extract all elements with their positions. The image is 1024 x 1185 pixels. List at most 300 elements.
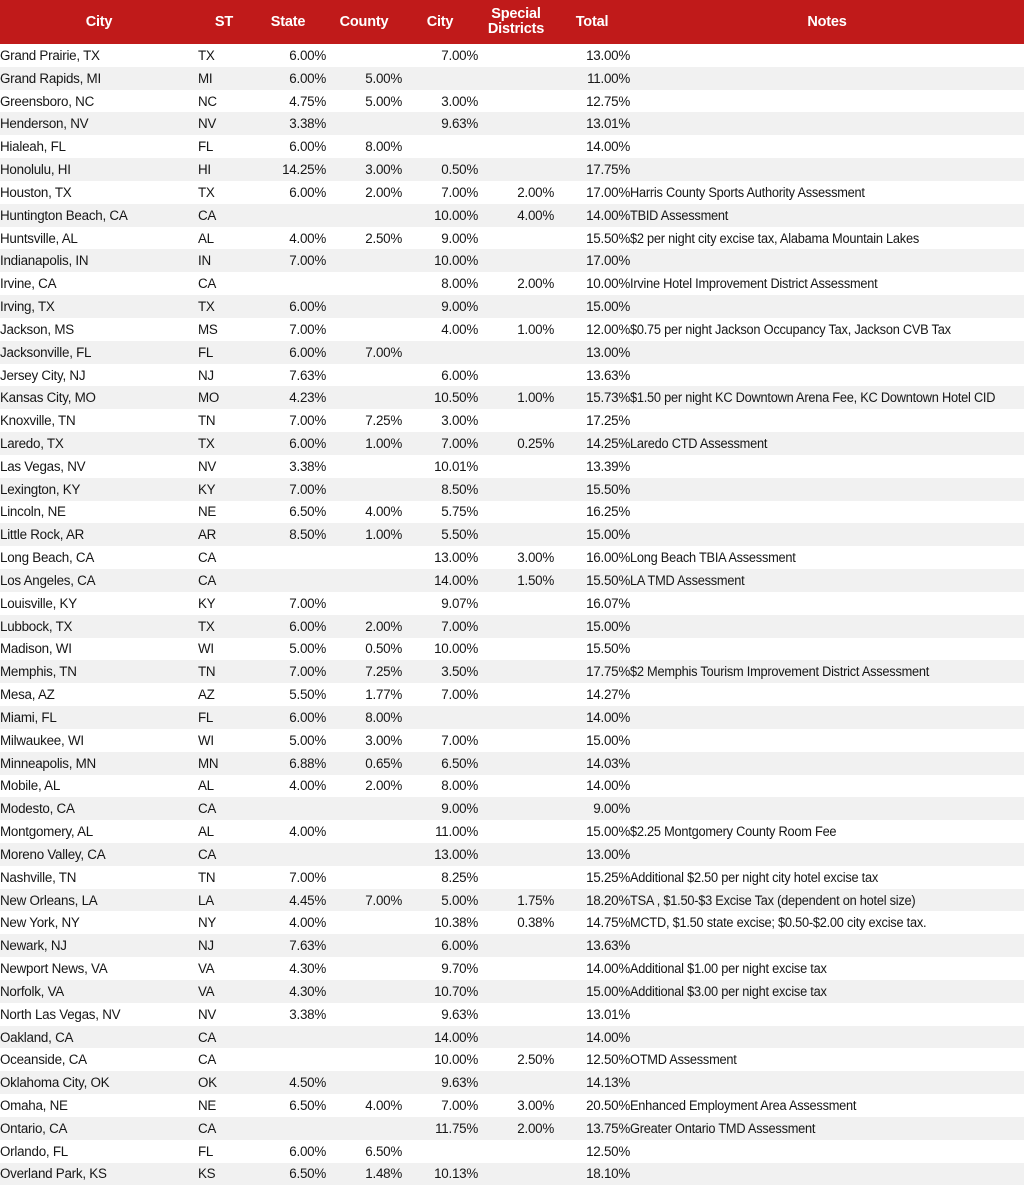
cell-notes xyxy=(630,1163,1006,1185)
cell-st: TX xyxy=(198,299,215,315)
column-header-city-rate[interactable]: City xyxy=(426,13,454,30)
cell-city: Montgomery, AL xyxy=(0,824,94,840)
cell-special-districts-rate xyxy=(478,1003,554,1026)
cell-city-rate: 11.75% xyxy=(435,1120,478,1136)
cell-st: CA xyxy=(198,207,217,223)
cell-city: New York, NY xyxy=(0,915,80,931)
cell-st: NJ xyxy=(198,938,214,954)
cell-st: NV xyxy=(198,458,217,474)
cell-notes xyxy=(630,1026,1006,1049)
cell-state-rate: 7.00% xyxy=(289,869,326,885)
cell-st: NC xyxy=(198,93,217,109)
cell-total-rate: 16.07% xyxy=(586,595,630,611)
cell-total-rate: 12.50% xyxy=(586,1052,630,1068)
cell-city-rate xyxy=(402,67,478,90)
cell-city: Minneapolis, MN xyxy=(0,755,96,771)
table-row[interactable] xyxy=(0,478,1024,501)
cell-total-rate: 17.00% xyxy=(586,184,630,200)
table-row[interactable] xyxy=(0,1003,1024,1026)
cell-city: Honolulu, HI xyxy=(0,162,71,178)
table-row[interactable] xyxy=(0,44,1024,67)
table-row[interactable] xyxy=(0,432,1024,455)
table-row[interactable] xyxy=(0,615,1024,638)
cell-city-rate: 14.00% xyxy=(434,1029,478,1045)
cell-notes: Greater Ontario TMD Assessment xyxy=(630,1120,816,1136)
table-row[interactable] xyxy=(0,980,1024,1003)
cell-total-rate: 18.10% xyxy=(586,1166,630,1182)
cell-city-rate xyxy=(402,341,478,364)
cell-county-rate xyxy=(326,866,402,889)
cell-city: Mobile, AL xyxy=(0,778,61,794)
cell-city-rate: 3.00% xyxy=(441,413,478,429)
table-row[interactable] xyxy=(0,1094,1024,1117)
cell-st: TX xyxy=(198,184,215,200)
cell-notes xyxy=(630,752,1006,775)
cell-st: KY xyxy=(198,481,216,497)
cell-notes: $1.50 per night KC Downtown Arena Fee, KC Downtown Hotel CID xyxy=(630,390,996,406)
cell-city: Lincoln, NE xyxy=(0,504,66,520)
table-row[interactable] xyxy=(0,364,1024,387)
table-row[interactable] xyxy=(0,889,1024,912)
cell-st: AZ xyxy=(198,687,215,703)
cell-state-rate: 4.23% xyxy=(289,390,326,406)
cell-st: FL xyxy=(198,1143,214,1159)
cell-special-districts-rate xyxy=(478,409,554,432)
cell-city: Newport News, VA xyxy=(0,961,108,977)
cell-st: VA xyxy=(198,983,215,999)
cell-state-rate: 4.00% xyxy=(289,778,326,794)
cell-special-districts-rate: 2.00% xyxy=(517,1120,554,1136)
cell-city: Laredo, TX xyxy=(0,435,64,451)
table-row[interactable] xyxy=(0,318,1024,341)
cell-city: Lexington, KY xyxy=(0,481,81,497)
cell-county-rate: 1.00% xyxy=(365,527,402,543)
cell-city-rate: 4.00% xyxy=(441,321,478,337)
cell-special-districts-rate xyxy=(478,112,554,135)
cell-notes: Irvine Hotel Improvement District Assessment xyxy=(630,276,878,292)
cell-city: Hialeah, FL xyxy=(0,139,66,155)
cell-city-rate: 13.00% xyxy=(434,846,478,862)
cell-special-districts-rate xyxy=(478,729,554,752)
cell-city-rate: 7.00% xyxy=(441,47,478,63)
table-row[interactable] xyxy=(0,706,1024,729)
cell-st: WI xyxy=(198,641,214,657)
cell-notes: LA TMD Assessment xyxy=(630,572,745,588)
cell-state-rate: 7.63% xyxy=(289,367,326,383)
table-row[interactable] xyxy=(0,752,1024,775)
cell-st: TN xyxy=(198,869,216,885)
column-header-total[interactable]: Total xyxy=(575,13,609,30)
cell-notes xyxy=(630,158,1006,181)
cell-total-rate: 15.00% xyxy=(586,299,630,315)
cell-special-districts-rate xyxy=(478,683,554,706)
cell-notes: TSA , $1.50-$3 Excise Tax (dependent on hotel size) xyxy=(630,892,916,908)
cell-total-rate: 9.00% xyxy=(593,801,630,817)
cell-total-rate: 15.50% xyxy=(586,641,630,657)
cell-notes: $2 Memphis Tourism Improvement District Assessment xyxy=(630,664,930,680)
cell-county-rate: 2.00% xyxy=(365,778,402,794)
cell-city: Newark, NJ xyxy=(0,938,67,954)
cell-special-districts-rate xyxy=(478,615,554,638)
cell-state-rate: 7.00% xyxy=(289,413,326,429)
cell-county-rate xyxy=(326,204,402,227)
table-row[interactable] xyxy=(0,957,1024,980)
cell-total-rate: 13.01% xyxy=(586,1006,630,1022)
cell-city: Jersey City, NJ xyxy=(0,367,86,383)
table-row[interactable] xyxy=(0,67,1024,90)
cell-total-rate: 15.50% xyxy=(586,572,630,588)
cell-city-rate: 10.50% xyxy=(434,390,478,406)
cell-county-rate: 2.00% xyxy=(365,618,402,634)
cell-county-rate: 8.00% xyxy=(365,139,402,155)
cell-st: IN xyxy=(198,253,211,269)
cell-state-rate: 3.38% xyxy=(289,116,326,132)
cell-special-districts-rate xyxy=(478,67,554,90)
table-row[interactable] xyxy=(0,1026,1024,1049)
cell-city-rate: 14.00% xyxy=(434,572,478,588)
cell-notes: TBID Assessment xyxy=(630,207,729,223)
cell-county-rate xyxy=(326,1026,402,1049)
table-row[interactable] xyxy=(0,592,1024,615)
column-header-county[interactable]: County xyxy=(339,13,389,30)
table-row[interactable] xyxy=(0,272,1024,295)
table-row[interactable] xyxy=(0,523,1024,546)
cell-state-rate xyxy=(250,272,326,295)
cell-county-rate: 7.25% xyxy=(365,664,402,680)
cell-notes xyxy=(630,295,1006,318)
cell-city: Orlando, FL xyxy=(0,1143,68,1159)
cell-city: Knoxville, TN xyxy=(0,413,76,429)
cell-city: Greensboro, NC xyxy=(0,93,94,109)
cell-county-rate: 7.00% xyxy=(365,344,402,360)
cell-notes: OTMD Assessment xyxy=(630,1052,737,1068)
cell-city-rate: 10.13% xyxy=(434,1166,478,1182)
cell-city-rate: 8.00% xyxy=(441,276,478,292)
table-row[interactable] xyxy=(0,775,1024,798)
cell-county-rate xyxy=(326,820,402,843)
cell-notes xyxy=(630,364,1006,387)
table-header-row xyxy=(0,0,1024,44)
cell-state-rate: 6.00% xyxy=(289,618,326,634)
cell-st: LA xyxy=(198,892,214,908)
cell-total-rate: 11.00% xyxy=(587,70,630,86)
table-row[interactable] xyxy=(0,660,1024,683)
cell-city-rate xyxy=(402,135,478,158)
cell-notes: Enhanced Employment Area Assessment xyxy=(630,1098,857,1113)
cell-notes xyxy=(630,135,1006,158)
cell-county-rate xyxy=(326,386,402,409)
cell-special-districts-rate xyxy=(478,706,554,729)
table-row[interactable] xyxy=(0,797,1024,820)
cell-st: MI xyxy=(198,70,213,86)
cell-city-rate: 9.63% xyxy=(441,1075,478,1091)
cell-notes: Long Beach TBIA Assessment xyxy=(630,550,796,566)
cell-st: VA xyxy=(198,961,215,977)
cell-state-rate: 3.38% xyxy=(289,458,326,474)
cell-county-rate xyxy=(326,272,402,295)
cell-notes: $2.25 Montgomery County Room Fee xyxy=(630,824,837,840)
cell-special-districts-rate xyxy=(478,775,554,798)
cell-city: Nashville, TN xyxy=(0,869,77,885)
cell-special-districts-rate xyxy=(478,249,554,272)
cell-st: AR xyxy=(198,527,217,543)
cell-state-rate: 4.00% xyxy=(289,824,326,840)
cell-county-rate: 1.77% xyxy=(365,687,402,703)
table-row[interactable] xyxy=(0,295,1024,318)
cell-city: Omaha, NE xyxy=(0,1098,68,1113)
cell-state-rate: 5.00% xyxy=(289,732,326,748)
cell-st: NV xyxy=(198,1006,217,1022)
cell-city: Grand Rapids, MI xyxy=(0,70,101,86)
table-row[interactable] xyxy=(0,501,1024,524)
table-row[interactable] xyxy=(0,1071,1024,1094)
cell-st: AL xyxy=(198,230,214,246)
cell-total-rate: 13.39% xyxy=(586,458,630,474)
cell-city-rate: 6.00% xyxy=(441,938,478,954)
cell-total-rate: 14.13% xyxy=(586,1075,630,1091)
cell-notes: Additional $2.50 per night city hotel excise tax xyxy=(630,869,879,885)
cell-total-rate: 16.00% xyxy=(586,550,630,566)
cell-city: Los Angeles, CA xyxy=(0,572,96,588)
cell-notes xyxy=(630,249,1006,272)
table-row[interactable] xyxy=(0,843,1024,866)
cell-county-rate xyxy=(326,249,402,272)
cell-state-rate xyxy=(250,569,326,592)
cell-state-rate xyxy=(250,1048,326,1071)
cell-notes: MCTD, $1.50 state excise; $0.50-$2.00 city excise tax. xyxy=(630,915,927,931)
cell-total-rate: 14.25% xyxy=(586,435,630,451)
cell-notes xyxy=(630,1003,1006,1026)
cell-state-rate: 6.00% xyxy=(289,139,326,155)
cell-county-rate: 5.00% xyxy=(365,93,402,109)
table-row[interactable] xyxy=(0,1140,1024,1163)
cell-total-rate: 17.25% xyxy=(586,413,630,429)
table-row[interactable] xyxy=(0,181,1024,204)
cell-city: Louisville, KY xyxy=(0,595,77,611)
cell-city-rate: 3.00% xyxy=(441,93,478,109)
cell-special-districts-rate: 2.00% xyxy=(517,276,554,292)
cell-notes: Additional $3.00 per night excise tax xyxy=(630,983,827,999)
cell-total-rate: 15.00% xyxy=(586,618,630,634)
cell-st: MO xyxy=(198,390,220,406)
table-row[interactable] xyxy=(0,683,1024,706)
cell-county-rate xyxy=(326,295,402,318)
table-row[interactable] xyxy=(0,569,1024,592)
cell-city: Irving, TX xyxy=(0,299,55,315)
table-row[interactable] xyxy=(0,911,1024,934)
cell-st: CA xyxy=(198,1120,217,1136)
cell-county-rate xyxy=(326,1048,402,1071)
cell-state-rate: 7.00% xyxy=(289,253,326,269)
cell-total-rate: 14.00% xyxy=(586,207,630,223)
cell-st: MN xyxy=(198,755,219,771)
cell-notes xyxy=(630,706,1006,729)
cell-total-rate: 14.75% xyxy=(586,915,630,931)
cell-state-rate xyxy=(250,843,326,866)
cell-total-rate: 15.00% xyxy=(586,527,630,543)
cell-state-rate: 3.38% xyxy=(289,1006,326,1022)
table-row[interactable] xyxy=(0,204,1024,227)
table-row[interactable] xyxy=(0,546,1024,569)
table-row[interactable] xyxy=(0,1163,1024,1185)
cell-state-rate: 4.75% xyxy=(289,93,326,109)
cell-total-rate: 15.73% xyxy=(586,390,630,406)
cell-st: FL xyxy=(198,139,214,155)
cell-city-rate: 9.07% xyxy=(441,595,478,611)
cell-notes xyxy=(630,478,1006,501)
cell-city: Oceanside, CA xyxy=(0,1052,87,1068)
table-row[interactable] xyxy=(0,1048,1024,1071)
cell-state-rate: 4.30% xyxy=(289,961,326,977)
cell-county-rate xyxy=(326,1117,402,1140)
cell-st: CA xyxy=(198,846,217,862)
cell-special-districts-rate xyxy=(478,843,554,866)
table-row[interactable] xyxy=(0,227,1024,250)
cell-total-rate: 14.27% xyxy=(586,687,630,703)
cell-st: CA xyxy=(198,276,217,292)
cell-st: NE xyxy=(198,1098,217,1113)
cell-county-rate xyxy=(326,957,402,980)
cell-special-districts-rate: 2.00% xyxy=(517,184,554,200)
cell-city-rate: 10.01% xyxy=(434,458,478,474)
table-row[interactable] xyxy=(0,135,1024,158)
cell-county-rate xyxy=(326,44,402,67)
cell-state-rate: 7.00% xyxy=(289,481,326,497)
cell-state-rate: 8.50% xyxy=(289,527,326,543)
cell-total-rate: 17.00% xyxy=(586,253,630,269)
cell-state-rate: 7.00% xyxy=(289,321,326,337)
cell-city-rate: 11.00% xyxy=(435,824,478,840)
table-header xyxy=(0,0,1024,44)
cell-city: Grand Prairie, TX xyxy=(0,47,100,63)
cell-county-rate xyxy=(326,1003,402,1026)
cell-notes xyxy=(630,729,1006,752)
cell-city-rate: 10.70% xyxy=(434,983,478,999)
cell-city: Modesto, CA xyxy=(0,801,75,817)
cell-st: CA xyxy=(198,801,217,817)
cell-city-rate: 7.00% xyxy=(441,732,478,748)
cell-county-rate: 6.50% xyxy=(365,1143,402,1159)
cell-county-rate: 4.00% xyxy=(365,504,402,520)
cell-st: TN xyxy=(198,664,216,680)
table-row[interactable] xyxy=(0,729,1024,752)
cell-state-rate: 5.00% xyxy=(289,641,326,657)
cell-city: Irvine, CA xyxy=(0,276,57,292)
cell-special-districts-rate: 0.38% xyxy=(517,915,554,931)
cell-total-rate: 13.75% xyxy=(586,1120,630,1136)
cell-state-rate: 6.00% xyxy=(289,1143,326,1159)
cell-special-districts-rate: 3.00% xyxy=(517,1098,554,1113)
cell-special-districts-rate xyxy=(478,866,554,889)
table-row[interactable] xyxy=(0,386,1024,409)
cell-notes: Laredo CTD Assessment xyxy=(630,435,768,451)
cell-notes xyxy=(630,775,1006,798)
column-header-state[interactable]: State xyxy=(270,13,306,30)
table-row[interactable] xyxy=(0,455,1024,478)
cell-total-rate: 14.00% xyxy=(586,139,630,155)
cell-special-districts-rate xyxy=(478,364,554,387)
cell-county-rate: 2.50% xyxy=(365,230,402,246)
cell-notes xyxy=(630,1071,1006,1094)
table-row[interactable] xyxy=(0,1117,1024,1140)
cell-state-rate: 4.00% xyxy=(289,230,326,246)
table-row[interactable] xyxy=(0,820,1024,843)
cell-special-districts-rate xyxy=(478,478,554,501)
cell-special-districts-rate: 4.00% xyxy=(517,207,554,223)
cell-city-rate: 9.63% xyxy=(441,116,478,132)
table-row[interactable] xyxy=(0,866,1024,889)
cell-state-rate: 5.50% xyxy=(289,687,326,703)
cell-total-rate: 12.75% xyxy=(586,93,630,109)
cell-city: Oklahoma City, OK xyxy=(0,1075,110,1091)
cell-city-rate: 8.25% xyxy=(441,869,478,885)
table-row[interactable] xyxy=(0,90,1024,113)
column-header-special-districts[interactable]: Special Districts xyxy=(487,6,545,37)
cell-special-districts-rate xyxy=(478,341,554,364)
table-body xyxy=(0,44,1024,1185)
table-row[interactable] xyxy=(0,934,1024,957)
cell-total-rate: 13.00% xyxy=(586,344,630,360)
column-header-city[interactable]: City xyxy=(85,13,113,30)
cell-notes xyxy=(630,409,1006,432)
cell-city-rate: 3.50% xyxy=(441,664,478,680)
cell-special-districts-rate xyxy=(478,660,554,683)
cell-county-rate xyxy=(326,911,402,934)
cell-special-districts-rate xyxy=(478,90,554,113)
table-row[interactable] xyxy=(0,638,1024,661)
cell-county-rate xyxy=(326,843,402,866)
cell-city: Overland Park, KS xyxy=(0,1166,107,1182)
cell-total-rate: 14.00% xyxy=(586,961,630,977)
cell-county-rate: 3.00% xyxy=(365,162,402,178)
cell-city-rate: 6.50% xyxy=(441,755,478,771)
cell-total-rate: 13.63% xyxy=(586,938,630,954)
table-row[interactable] xyxy=(0,409,1024,432)
cell-notes: Harris County Sports Authority Assessment xyxy=(630,184,865,200)
cell-state-rate: 6.00% xyxy=(289,435,326,451)
cell-total-rate: 12.50% xyxy=(586,1143,630,1159)
cell-city-rate: 8.00% xyxy=(441,778,478,794)
cell-st: MS xyxy=(198,321,218,337)
cell-state-rate xyxy=(250,204,326,227)
cell-city: North Las Vegas, NV xyxy=(0,1006,121,1022)
cell-special-districts-rate xyxy=(478,1071,554,1094)
cell-st: CA xyxy=(198,1052,217,1068)
table-row[interactable] xyxy=(0,249,1024,272)
cell-special-districts-rate xyxy=(478,1026,554,1049)
cell-city-rate: 0.50% xyxy=(441,162,478,178)
table-row[interactable] xyxy=(0,341,1024,364)
column-header-st[interactable]: ST xyxy=(214,13,234,30)
cell-special-districts-rate xyxy=(478,135,554,158)
cell-state-rate: 6.50% xyxy=(289,1166,326,1182)
table-row[interactable] xyxy=(0,112,1024,135)
cell-st: AL xyxy=(198,778,214,794)
table-row[interactable] xyxy=(0,158,1024,181)
cell-state-rate: 14.25% xyxy=(282,162,326,178)
cell-st: KY xyxy=(198,595,216,611)
cell-county-rate: 8.00% xyxy=(365,709,402,725)
cell-st: TX xyxy=(198,435,215,451)
cell-city: Huntington Beach, CA xyxy=(0,207,128,223)
cell-city-rate: 9.00% xyxy=(441,230,478,246)
cell-special-districts-rate xyxy=(478,638,554,661)
cell-county-rate: 0.50% xyxy=(365,641,402,657)
column-header-notes[interactable]: Notes xyxy=(807,13,847,30)
cell-notes xyxy=(630,1140,1006,1163)
cell-city-rate: 6.00% xyxy=(441,367,478,383)
cell-state-rate: 4.00% xyxy=(289,915,326,931)
